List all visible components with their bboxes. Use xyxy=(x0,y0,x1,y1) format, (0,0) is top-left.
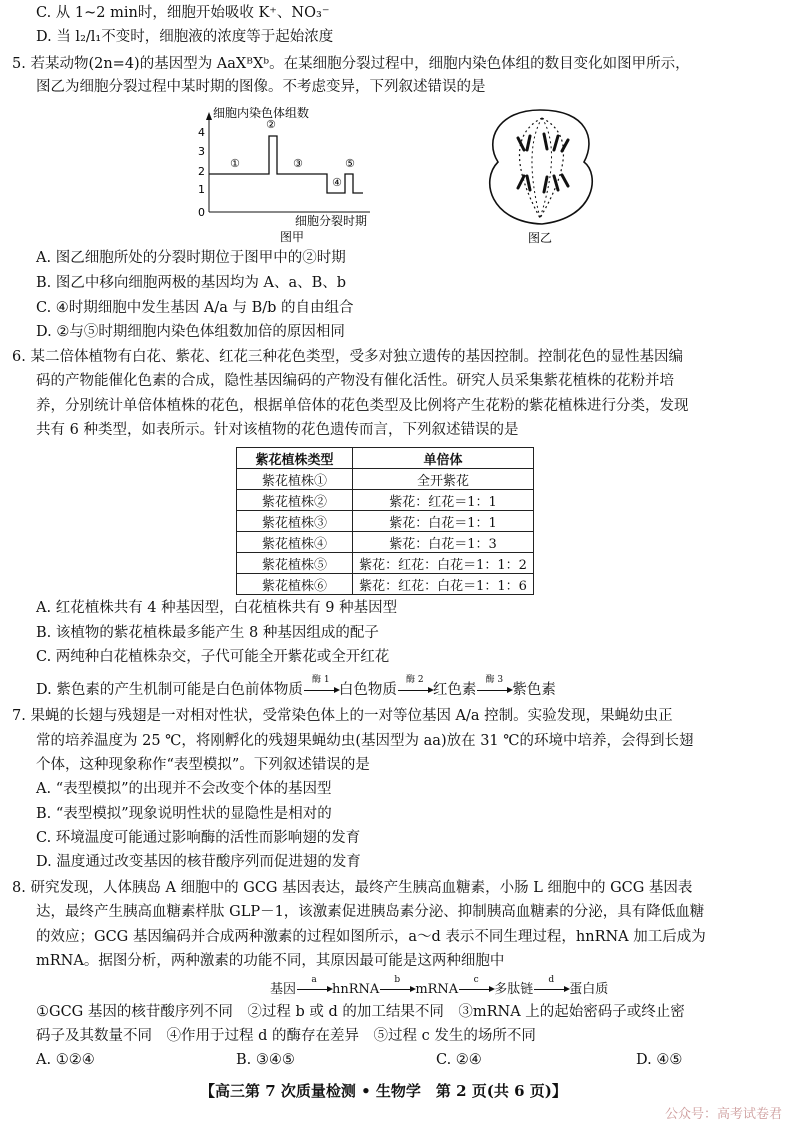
option-c-prev: C. 从 1~2 min时，细胞开始吸收 K⁺、NO₃⁻ xyxy=(36,5,330,21)
q6-stem-1: 6. 某二倍体植物有白花、紫花、红花三种花色类型，受多对独立遗传的基因控制。控制花色的显性基因编 xyxy=(12,349,683,365)
flow-step-label: b xyxy=(394,975,401,985)
q7-option-d: D. 温度通过改变基因的核苷酸序列而促进翅的发育 xyxy=(36,854,361,870)
table-cell: 紫花植株⑤ xyxy=(237,553,353,574)
q6-stem-3: 养，分别统计单倍体植株的花色，根据单倍体的花色类型及比例将产生花粉的紫花植株进行分类，发现 xyxy=(36,398,689,414)
q8-stem-2: 达，最终产生胰高血糖素样肽 GLP－1，该激素促进胰岛素分泌、抑制胰高血糖素的分泌，具有降低血糖 xyxy=(36,904,705,920)
q5-option-d: D. ②与⑤时期细胞内染色体组数加倍的原因相同 xyxy=(36,324,345,340)
table-row xyxy=(237,511,534,532)
q8-stem-3: 的效应；GCG 基因编码并合成两种激素的过程如图所示，a～d 表示不同生理过程，hnRNA 加工后成为 xyxy=(36,929,706,945)
flow-gene: 基因 xyxy=(270,982,297,997)
q8-choice-b: B. ③④⑤ xyxy=(236,1052,295,1068)
q8-choice-c: C. ②④ xyxy=(436,1052,482,1068)
ytick-0: 0 xyxy=(198,206,205,219)
q6-option-a: A. 红花植株共有 4 种基因型，白花植株共有 9 种基因型 xyxy=(36,600,398,616)
table-cell: 紫花植株③ xyxy=(237,511,353,532)
flow-polypeptide: 多肽链 xyxy=(494,982,534,997)
table-row xyxy=(237,553,534,574)
q8-stem-1: 8. 研究发现，人体胰岛 A 细胞中的 GCG 基因表达，最终产生胰高血糖素，小肠 L 细胞中的 GCG 基因表 xyxy=(12,880,693,896)
q8-choices xyxy=(36,1049,682,1071)
table-cell: 全开紫花 xyxy=(353,469,534,490)
q7-stem-3: 个体，这种现象称作“表型模拟”。下列叙述错误的是 xyxy=(36,757,370,773)
table-cell: 紫花：红花：白花＝1：1：6 xyxy=(353,574,534,595)
option-d-prev: D. 当 l₂/l₁不变时，细胞液的浓度等于起始浓度 xyxy=(36,29,334,45)
flow-step-label: d xyxy=(548,975,555,985)
q6-option-b: B. 该植物的紫花植株最多能产生 8 种基因组成的配子 xyxy=(36,625,379,641)
q5-option-a: A. 图乙细胞所处的分裂时期位于图甲中的②时期 xyxy=(36,250,346,266)
white-substance: 白色物质 xyxy=(338,682,397,698)
table-cell: 紫花植株② xyxy=(237,490,353,511)
flow-arrow-b xyxy=(379,975,415,1001)
q8-choice-a: A. ①②④ xyxy=(36,1052,95,1068)
stage-label-5: ⑤ xyxy=(345,157,355,170)
flow-mrna: mRNA xyxy=(415,982,459,997)
flow-arrow-d xyxy=(533,975,569,1001)
y-axis-label: 细胞内染色体组数 xyxy=(213,106,310,120)
flower-type-table xyxy=(236,447,534,595)
q8-statements-2: 码子及其数量不同 ④作用于过程 d 的酶存在差异 ⑤过程 c 发生的场所不同 xyxy=(36,1028,536,1044)
flow-arrow-c xyxy=(458,975,494,1001)
q7-option-c: C. 环境温度可能通过影响酶的活性而影响翅的发育 xyxy=(36,830,361,846)
page-footer: 【高三第 7 次质量检测 • 生物学 第 2 页(共 6 页)】 xyxy=(200,1082,567,1100)
table-row xyxy=(237,532,534,553)
enzyme-label: 酶 1 xyxy=(312,675,330,685)
red-pigment: 红色素 xyxy=(432,682,477,698)
stage-label-2: ② xyxy=(266,118,276,131)
q7-stem-2: 常的培养温度为 25 ℃，将刚孵化的残翅果蝇幼虫(基因型为 aa)放在 31 ℃的环境中培养，会得到长翅 xyxy=(36,733,694,749)
q5-stem-2: 图乙为细胞分裂过程中某时期的图像。不考虑变异，下列叙述错误的是 xyxy=(36,79,486,95)
q6-option-d xyxy=(36,675,556,701)
table-header: 紫花植株类型 xyxy=(237,448,353,469)
x-axis-label: 细胞分裂时期 xyxy=(295,214,368,228)
q5-option-b: B. 图乙中移向细胞两极的基因均为 A、a、B、b xyxy=(36,275,347,291)
q5-option-c: C. ④时期细胞中发生基因 A/a 与 B/b 的自由组合 xyxy=(36,300,354,316)
enzyme-label: 酶 3 xyxy=(485,675,504,685)
stage-label-3: ③ xyxy=(293,157,303,170)
figure-yi-cell xyxy=(478,100,608,250)
q6-stem-2: 码的产物能催化色素的合成，隐性基因编码的产物没有催化活性。研究人员采集紫花植株的花粉并培 xyxy=(36,373,674,389)
stage-label-4: ④ xyxy=(332,176,342,189)
ytick-4: 4 xyxy=(198,126,205,139)
q7-option-b: B. “表型模拟”现象说明性状的显隐性是相对的 xyxy=(36,806,332,822)
purple-pigment: 紫色素 xyxy=(512,682,556,698)
ytick-2: 2 xyxy=(198,165,205,178)
flow-protein: 蛋白质 xyxy=(569,982,609,997)
table-cell: 紫花：白花＝1：1 xyxy=(353,511,534,532)
flow-hnrna: hnRNA xyxy=(332,982,380,997)
gene-expression-flow xyxy=(270,975,609,1001)
enzyme-label: 酶 2 xyxy=(406,675,424,685)
table-header-row xyxy=(237,448,534,469)
q7-option-a: A. “表型模拟”的出现并不会改变个体的基因型 xyxy=(36,781,332,797)
enzyme-arrow-3 xyxy=(476,675,512,701)
q8-choice-d: D. ④⑤ xyxy=(636,1052,683,1068)
flow-arrow-a xyxy=(296,975,332,1001)
flow-step-label: a xyxy=(311,975,317,985)
figure-jia-caption: 图甲 xyxy=(280,230,305,244)
q8-statements-1: ①GCG 基因的核苷酸序列不同 ②过程 b 或 d 的加工结果不同 ③mRNA 上的起始密码子或终止密 xyxy=(36,1004,685,1020)
table-row xyxy=(237,490,534,511)
q6-option-d-text: D. 紫色素的产生机制可能是白色前体物质 xyxy=(36,682,303,698)
figure-yi-caption: 图乙 xyxy=(528,231,553,245)
table-cell: 紫花植株④ xyxy=(237,532,353,553)
table-cell: 紫花：红花＝1：1 xyxy=(353,490,534,511)
q8-stem-4: mRNA。据图分析，两种激素的功能不同，其原因最可能是这两种细胞中 xyxy=(36,953,505,969)
table-row xyxy=(237,574,534,595)
enzyme-arrow-1 xyxy=(303,675,339,701)
flow-step-label: c xyxy=(473,975,479,985)
q6-option-c: C. 两纯种白花植株杂交，子代可能全开紫花或全开红花 xyxy=(36,649,390,665)
table-row xyxy=(237,469,534,490)
enzyme-arrow-2 xyxy=(397,675,433,701)
figure-jia-chart xyxy=(195,100,405,245)
q5-stem-1: 5. 若某动物(2n=4)的基因型为 AaXᴮXᵇ。在某细胞分裂过程中，细胞内染色体组的数目变化如图甲所示， xyxy=(12,56,690,72)
ytick-1: 1 xyxy=(198,183,205,196)
table-cell: 紫花：红花：白花＝1：1：2 xyxy=(353,553,534,574)
q6-stem-4: 共有 6 种类型，如表所示。针对该植物的花色遗传而言，下列叙述错误的是 xyxy=(36,422,519,438)
table-header: 单倍体 xyxy=(353,448,534,469)
stage-label-1: ① xyxy=(230,157,240,170)
table-cell: 紫花：白花＝1：3 xyxy=(353,532,534,553)
watermark: 公众号：高考试卷君 xyxy=(664,1107,782,1122)
q7-stem-1: 7. 果蝇的长翅与残翅是一对相对性状，受常染色体上的一对等位基因 A/a 控制。实验发现，果蝇幼虫正 xyxy=(12,708,673,724)
ytick-3: 3 xyxy=(198,145,205,158)
table-cell: 紫花植株⑥ xyxy=(237,574,353,595)
table-cell: 紫花植株① xyxy=(237,469,353,490)
